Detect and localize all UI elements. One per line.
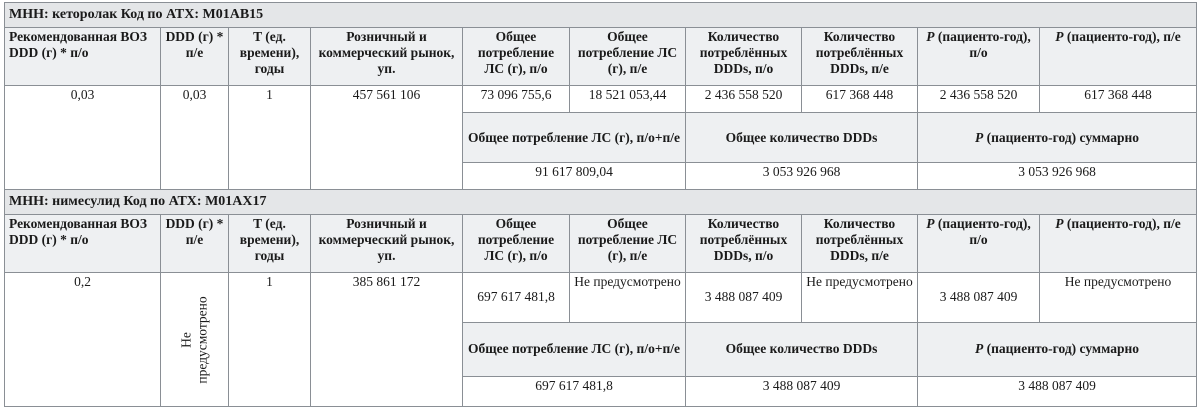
header-consumption-po: Общее потребление ЛС (г), п/о	[463, 27, 570, 86]
value-time: 1	[229, 273, 311, 407]
header-market: Розничный и коммерческий рынок, уп.	[311, 27, 463, 86]
summary-value-consumption: 91 617 809,04	[463, 162, 686, 189]
header-who-ddd: Рекомендованная ВОЗ DDD (г) * п/о	[5, 27, 161, 86]
summary-header-consumption: Общее потребление ЛС (г), п/о+п/е	[463, 322, 686, 377]
value-ddd: 0,03	[161, 86, 229, 190]
header-consumption-pe: Общее потребление ЛС (г), п/е	[570, 27, 686, 86]
value-patient-year-po: 2 436 558 520	[918, 86, 1040, 113]
summary-header-patient-year: P (пациенто-год) суммарно	[918, 322, 1197, 377]
summary-value-ddds: 3 053 926 968	[686, 162, 918, 189]
section-title: МНН: нимесулид Код по АТХ: M01AX17	[5, 189, 1197, 214]
value-who-ddd: 0,2	[5, 273, 161, 407]
value-ddds-pe: 617 368 448	[802, 86, 918, 113]
header-ddds-pe: Количество потреблённых DDDs, п/е	[802, 214, 918, 273]
value-time: 1	[229, 86, 311, 190]
header-ddds-po: Количество потреблённых DDDs, п/о	[686, 27, 802, 86]
value-consumption-pe: Не предусмотрено	[570, 273, 686, 323]
summary-value-ddds: 3 488 087 409	[686, 377, 918, 407]
value-who-ddd: 0,03	[5, 86, 161, 190]
summary-header-ddds: Общее количество DDDs	[686, 113, 918, 163]
header-ddd: DDD (г) * п/е	[161, 214, 229, 273]
header-consumption-po: Общее потребление ЛС (г), п/о	[463, 214, 570, 273]
value-consumption-pe: 18 521 053,44	[570, 86, 686, 113]
header-patient-year-po: P (пациенто-год), п/о	[918, 27, 1040, 86]
header-ddds-po: Количество потреблённых DDDs, п/о	[686, 214, 802, 273]
summary-value-consumption: 697 617 481,8	[463, 377, 686, 407]
value-consumption-po: 73 096 755,6	[463, 86, 570, 113]
header-ddds-pe: Количество потреблённых DDDs, п/е	[802, 27, 918, 86]
value-market: 385 861 172	[311, 273, 463, 407]
summary-value-patient-year: 3 053 926 968	[918, 162, 1197, 189]
value-ddd	[161, 273, 229, 407]
value-patient-year-po: 3 488 087 409	[918, 273, 1040, 323]
header-time: T (ед. времени), годы	[229, 214, 311, 273]
summary-header-ddds: Общее количество DDDs	[686, 322, 918, 377]
value-ddd-text: Не предусмотрено	[178, 295, 210, 384]
atx-consumption-table	[4, 2, 1197, 407]
header-time: T (ед. времени), годы	[229, 27, 311, 86]
summary-header-patient-year: P (пациенто-год) суммарно	[918, 113, 1197, 163]
value-ddds-po: 3 488 087 409	[686, 273, 802, 323]
header-patient-year-pe: P (пациенто-год), п/е	[1040, 214, 1197, 273]
header-who-ddd: Рекомендованная ВОЗ DDD (г) * п/о	[5, 214, 161, 273]
value-patient-year-pe: Не предусмотрено	[1040, 273, 1197, 323]
value-ddds-po: 2 436 558 520	[686, 86, 802, 113]
header-consumption-pe: Общее потребление ЛС (г), п/е	[570, 214, 686, 273]
section-title: МНН: кеторолак Код по АТХ: M01AB15	[5, 3, 1197, 28]
summary-value-patient-year: 3 488 087 409	[918, 377, 1197, 407]
summary-header-consumption: Общее потребление ЛС (г), п/о+п/е	[463, 113, 686, 163]
header-market: Розничный и коммерческий рынок, уп.	[311, 214, 463, 273]
value-patient-year-pe: 617 368 448	[1040, 86, 1197, 113]
value-ddds-pe: Не предусмотрено	[802, 273, 918, 323]
header-ddd: DDD (г) * п/е	[161, 27, 229, 86]
value-market: 457 561 106	[311, 86, 463, 190]
header-patient-year-po: P (пациенто-год), п/о	[918, 214, 1040, 273]
header-patient-year-pe: P (пациенто-год), п/е	[1040, 27, 1197, 86]
value-consumption-po: 697 617 481,8	[463, 273, 570, 323]
